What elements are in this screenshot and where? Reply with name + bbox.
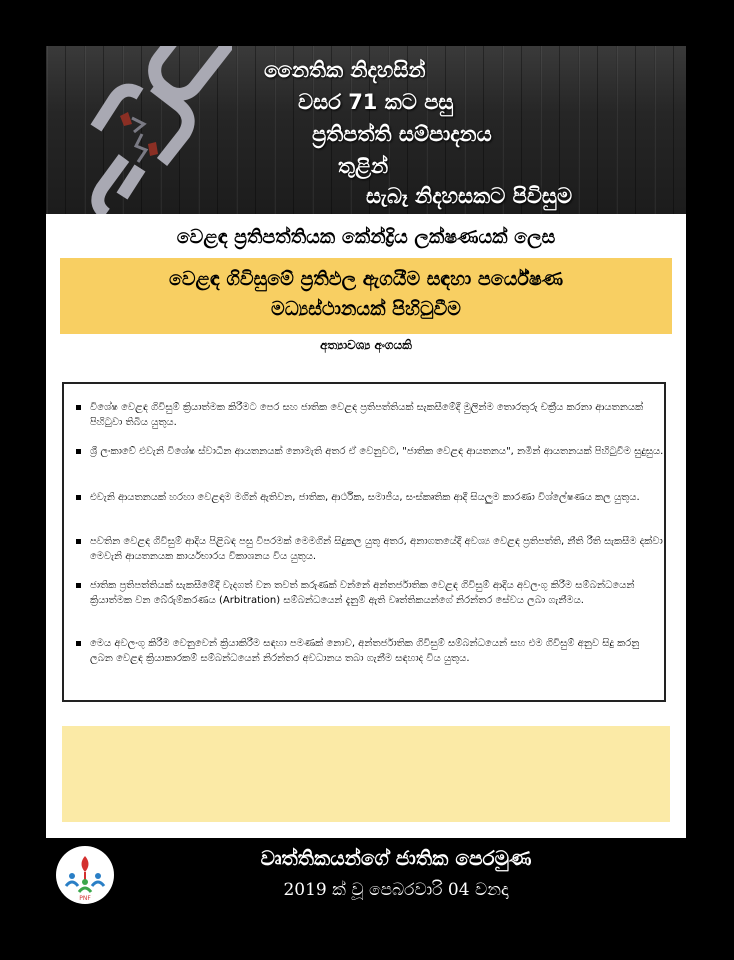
list-item <box>78 444 664 459</box>
title-line-2: මධ්‍යස්ථානයක් පිහිටුවීම <box>271 298 461 320</box>
header-line-5: සැබෑ නිදහසකට පිවිසුම <box>366 184 573 208</box>
bullet-icon <box>76 405 81 410</box>
header-banner <box>46 46 686 214</box>
header-line-2: වසර 71 කට පසු <box>298 90 454 114</box>
broken-chain-icon <box>62 46 232 214</box>
bullet-icon <box>76 641 81 646</box>
footer <box>46 838 686 912</box>
bullet-icon <box>76 539 81 544</box>
bullet-icon <box>76 583 81 588</box>
header-line-3: ප්‍රතිපත්ති සම්පාදනය <box>312 122 492 146</box>
point-text: ජාතික ප්‍රතිපත්තියක් සැකසීමේදී වැදගත් වන තවත් කරුණක් වන්නේ අන්තර්ජාතික වෙළඳ ගිවිසුම් ආදිය අවලංගු කිරීම සම්බන්ධයෙන් ක්‍රියාත්මක වන බේරුම්කරණය (Arbitration) සම්බන්ධයෙන් දැනුම් ඇති වෘත්තිකයන්ගේ නිරන්තර සේවය ලබා ගැනීමය. <box>90 580 635 606</box>
point-text: මෙය අවලංගු කිරීම වෙනුවෙන් ක්‍රියාකිරීම සඳහා පමණක් නොව, අන්තර්ජාතික ගිවිසුම් සම්බන්ධයෙන් සහ එම ගිවිසුම් අනුව සිදු කරනු ලබන වෙළඳ ක්‍රියාකාරකම් සම්බන්ධයෙන් නිරන්තර අවධානය තබා ගැනීම සඳහාද විය යුතුය. <box>90 638 640 664</box>
header-line-4: තුළින් <box>338 154 389 178</box>
title-banner <box>60 258 672 334</box>
subtitle: වෙළඳ ප්‍රතිපත්තියක කේන්ද්‍රිය ලක්ෂණයක් ලෙස <box>176 226 556 248</box>
essential-label: අත්‍යාවශ්‍ය අංගයකි <box>320 338 412 352</box>
empty-panel <box>62 726 670 822</box>
points-box <box>62 382 666 702</box>
svg-text:PNF: PNF <box>79 895 91 902</box>
point-text: විශේෂ වෙළඳ ගිවිසුම් ක්‍රියාත්මක කිරීමට පෙර සහ ජාතික වෙළඳ ප්‍රතිපත්තියක් සැකසීමේදී මුලින්ම තොරතුරු චක්‍රීය කරනා ආයතනයක් පිහිටුවා තිබිය යුතුය. <box>90 402 644 428</box>
list-item <box>78 400 664 430</box>
list-item <box>78 534 664 564</box>
point-text: එවැනි ආයතනයක් හරහා වෙළඳාම මගින් ඇතිවන, ජාතික, ආර්ථික, සමාජීය, සංස්කෘතික ආදී සියලුම කාරණා විශ්ලේෂණය කල යුතුය. <box>90 492 640 503</box>
point-text: පවතින වෙළඳ ගිවිසුම් ආදිය පිළිබඳ පසු විපරමක් මෙමගින් සිදුකල යුතු අතර, අනාගතයේදී අවශ්‍ය වෙළඳ ප්‍රතිපත්ති, නීති රීති සැකසීම දක්වා මෙවැනි ආයතනයක කාර්යභාරය විකාශනය විය යුතුය. <box>90 536 663 562</box>
list-item <box>78 578 664 608</box>
organization-name: වෘත්තිකයන්ගේ ජාතික පෙරමුණ <box>260 846 532 870</box>
header-line-1: නෛතික නිදහසින් <box>264 58 426 82</box>
poster <box>46 46 686 912</box>
point-text: ශ්‍රී ලංකාවේ එවැනි විශේෂ ස්වාධීන ආයතනයක් නොමැති අතර ඒ වෙනුවට, "ජාතික වෙළඳ ආයතනය", නමින් ආයතනයක් පිහිටුවීම සුදුසුය. <box>90 446 664 457</box>
bullet-icon <box>76 495 81 500</box>
list-item <box>78 636 664 666</box>
bullet-icon <box>76 449 81 454</box>
list-item <box>78 490 664 505</box>
date-text: 2019 ක් වූ පෙබරවාරි 04 වනදා <box>283 880 509 900</box>
title-line-1: වෙළඳ ගිවිසුමේ ප්‍රතිඵල ඇගයීම සඳහා පර්යේෂණ <box>168 268 564 290</box>
